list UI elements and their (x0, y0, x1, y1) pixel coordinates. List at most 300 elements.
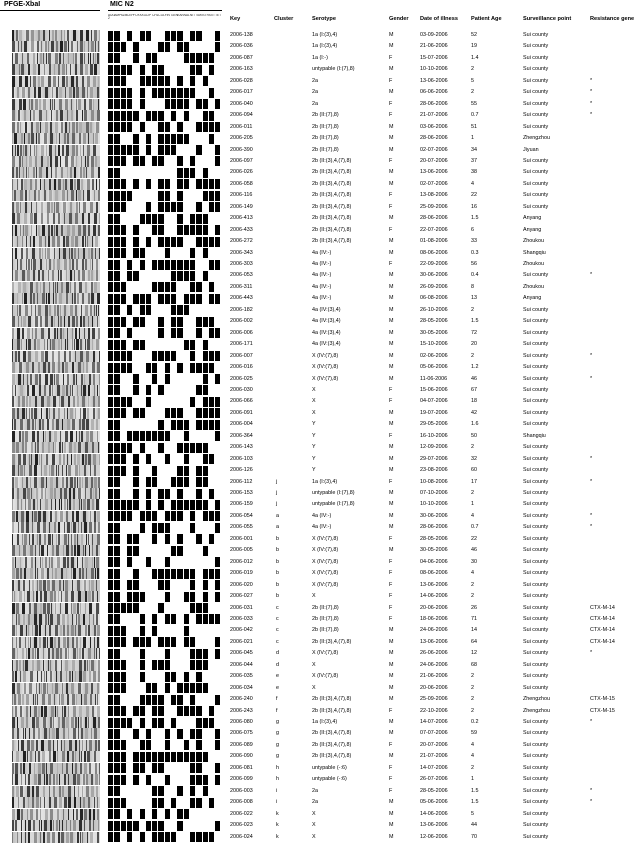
mic-resistant-cell (196, 706, 201, 716)
mic-resistant-cell (108, 191, 113, 201)
mic-resistant-cell (152, 706, 157, 716)
mic-resistant-cell (127, 260, 132, 270)
cell-age: 42 (471, 409, 477, 416)
gel-lane (12, 213, 100, 224)
mic-resistant-cell (140, 592, 145, 602)
mic-resistant-cell (190, 168, 195, 178)
cell-date: 28-06-2006 (420, 215, 448, 222)
cell-date: 30-06-2006 (420, 512, 448, 519)
mic-resistant-cell (165, 569, 170, 579)
mic-resistant-cell (108, 65, 113, 75)
mic-resistant-cell (203, 225, 208, 235)
mic-resistant-cell (215, 431, 220, 441)
gel-lane (12, 351, 100, 362)
mic-resistant-cell (140, 156, 145, 166)
mic-resistant-cell (215, 637, 220, 647)
mic-resistant-cell (209, 706, 214, 716)
mic-resistant-cell (127, 122, 132, 132)
mic-resistant-cell (184, 626, 189, 636)
mic-resistant-cell (165, 260, 170, 270)
mic-resistant-cell (203, 317, 208, 327)
mic-resistant-cell (184, 672, 189, 682)
gel-lane (12, 236, 100, 247)
cell-gender: M (389, 329, 394, 336)
cell-serotype: X (312, 386, 316, 393)
cell-serotype: 2b (II:(3),4,(7),8) (312, 203, 352, 210)
gel-lane (12, 637, 100, 648)
mic-resistant-cell (114, 111, 119, 121)
mic-resistant-cell (203, 99, 208, 109)
gel-lane (12, 568, 100, 579)
gel-lane (12, 591, 100, 602)
mic-resistant-cell (121, 821, 126, 831)
mic-resistant-cell (158, 179, 163, 189)
mic-resistant-cell (177, 752, 182, 762)
cell-cluster: j (276, 490, 278, 496)
mic-resistant-cell (203, 214, 208, 224)
mic-resistant-cell (165, 408, 170, 418)
mic-resistant-cell (114, 546, 119, 556)
cell-gender: M (389, 421, 394, 428)
cell-date: 26-10-2006 (420, 306, 448, 313)
cell-date: 07-10-2006 (420, 490, 448, 496)
mic-resistant-cell (114, 31, 119, 41)
mic-resistant-cell (184, 752, 189, 762)
cell-gender: M (389, 238, 394, 245)
cell-resistance: * (590, 352, 593, 359)
gel-lane (12, 511, 100, 522)
cell-date: 22-09-2006 (420, 261, 448, 267)
mic-resistant-cell (152, 832, 157, 842)
mic-resistant-cell (108, 397, 113, 407)
mic-resistant-cell (114, 191, 119, 201)
mic-resistant-cell (190, 729, 195, 739)
mic-resistant-cell (152, 798, 157, 808)
mic-resistant-cell (196, 649, 201, 659)
mic-resistant-cell (165, 511, 170, 521)
mic-resistant-cell (146, 53, 151, 63)
mic-resistant-cell (114, 225, 119, 235)
mic-resistant-cell (165, 179, 170, 189)
cell-resistance: * (590, 272, 593, 279)
mic-resistant-cell (140, 99, 145, 109)
mic-resistant-cell (158, 145, 163, 155)
cell-resistance: * (590, 799, 593, 806)
mic-resistant-cell (190, 798, 195, 808)
gel-lane (12, 442, 100, 453)
cell-age: 2 (471, 89, 474, 96)
cell-age: 2 (471, 581, 474, 588)
mic-resistant-cell (121, 454, 126, 464)
mic-resistant-cell (171, 614, 176, 624)
mic-resistant-cell (209, 798, 214, 808)
mic-resistant-cell (114, 65, 119, 75)
cell-key: 2006-390 (230, 146, 253, 153)
cell-date: 14-06-2006 (420, 593, 448, 600)
cell-key: 2006-035 (230, 673, 253, 680)
cell-gender: M (389, 249, 394, 256)
mic-resistant-cell (127, 546, 132, 556)
col-age-header: Patient Age (471, 16, 502, 22)
mic-resistant-cell (133, 431, 138, 441)
mic-resistant-cell (158, 763, 163, 773)
mic-resistant-cell (215, 294, 220, 304)
mic-resistant-cell (158, 718, 163, 728)
mic-resistant-cell (114, 718, 119, 728)
mic-resistant-cell (146, 111, 151, 121)
mic-resistant-cell (165, 351, 170, 361)
mic-resistant-cell (133, 821, 138, 831)
gel-lane (12, 694, 100, 705)
cell-surveillance: Sui county (523, 753, 549, 760)
cell-cluster: c (276, 627, 279, 634)
mic-resistant-cell (177, 443, 182, 453)
mic-resistant-cell (121, 145, 126, 155)
mic-resistant-cell (171, 88, 176, 98)
mic-resistant-cell (209, 534, 214, 544)
mic-resistant-cell (127, 603, 132, 613)
cell-cluster: j (276, 478, 278, 485)
cell-key: 2006-025 (230, 375, 253, 382)
gel-lane (12, 580, 100, 591)
mic-resistant-cell (196, 683, 201, 693)
cell-gender: M (389, 467, 394, 474)
cell-gender: F (389, 741, 393, 748)
mic-resistant-cell (171, 832, 176, 842)
mic-resistant-cell (108, 683, 113, 693)
mic-resistant-cell (215, 156, 220, 166)
cell-age: 4 (471, 180, 474, 187)
cell-serotype: 2a (312, 799, 318, 806)
mic-resistant-cell (146, 214, 151, 224)
mic-resistant-cell (114, 534, 119, 544)
cell-key: 2006-003 (230, 787, 253, 794)
cell-resistance: CTX-M-15 (590, 696, 615, 703)
cell-surveillance: Sui county (523, 203, 549, 210)
mic-resistant-cell (114, 214, 119, 224)
cell-key: 2006-443 (230, 295, 253, 302)
cell-surveillance: Sui county (523, 444, 549, 451)
mic-resistant-cell (215, 99, 220, 109)
cell-gender: F (389, 593, 393, 600)
antibiotic-label: CIP (145, 14, 152, 17)
cell-surveillance: Sui county (523, 364, 549, 371)
mic-resistant-cell (215, 649, 220, 659)
cell-cluster: b (276, 581, 279, 588)
mic-resistant-cell (114, 202, 119, 212)
cell-date: 13-08-2006 (420, 192, 448, 199)
cell-key: 2006-012 (230, 558, 253, 565)
cell-cluster: b (276, 570, 279, 577)
cell-gender: M (389, 661, 394, 668)
gel-lane (12, 225, 100, 236)
mic-resistant-cell (114, 179, 119, 189)
cell-key: 2006-034 (230, 684, 253, 691)
gel-lane (12, 110, 100, 121)
mic-resistant-cell (196, 775, 201, 785)
mic-resistant-cell (203, 351, 208, 361)
cell-key: 2006-149 (230, 203, 253, 210)
mic-resistant-cell (190, 660, 195, 670)
mic-resistant-cell (209, 408, 214, 418)
cell-date: 28-06-2006 (420, 524, 448, 531)
mic-resistant-cell (133, 134, 138, 144)
mic-resistant-cell (140, 340, 145, 350)
mic-resistant-cell (127, 431, 132, 441)
mic-resistant-cell (108, 156, 113, 166)
mic-resistant-cell (177, 546, 182, 556)
mic-resistant-cell (133, 145, 138, 155)
mic-resistant-cell (114, 156, 119, 166)
cell-surveillance: Zhengzhou (523, 707, 550, 714)
cell-key: 2006-090 (230, 753, 253, 760)
gel-lane (12, 30, 100, 41)
cell-key: 2006-016 (230, 364, 253, 371)
cell-serotype: 2b (II:(7),8) (312, 146, 339, 153)
mic-resistant-cell (121, 237, 126, 247)
mic-resistant-cell (133, 53, 138, 63)
cell-age: 1.5 (471, 787, 479, 794)
mic-resistant-cell (146, 500, 151, 510)
mic-resistant-cell (158, 294, 163, 304)
mic-resistant-cell (152, 763, 157, 773)
cell-key: 2006-017 (230, 89, 253, 96)
gel-lane (12, 706, 100, 717)
mic-resistant-cell (140, 408, 145, 418)
mic-resistant-cell (165, 832, 170, 842)
mic-resistant-cell (165, 580, 170, 590)
cell-surveillance: Sui county (523, 730, 549, 737)
cell-serotype: X (312, 822, 316, 829)
mic-resistant-cell (196, 99, 201, 109)
mic-resistant-cell (196, 225, 201, 235)
mic-resistant-cell (177, 729, 182, 739)
cell-gender: M (389, 318, 394, 325)
mic-resistant-cell (171, 500, 176, 510)
cell-age: 22 (471, 535, 477, 542)
cell-serotype: 4a (IV:(3),4) (312, 318, 341, 325)
mic-resistant-cell (146, 511, 151, 521)
mic-resistant-cell (152, 752, 157, 762)
cell-surveillance: Sui county (523, 386, 549, 393)
cell-gender: F (389, 432, 393, 439)
gel-lane (12, 76, 100, 87)
col-surveillance-header: Surveillance point (523, 16, 572, 22)
mic-resistant-cell (108, 31, 113, 41)
mic-resistant-cell (108, 99, 113, 109)
mic-resistant-cell (146, 637, 151, 647)
cell-key: 2006-243 (230, 707, 253, 714)
mic-resistant-cell (190, 580, 195, 590)
mic-resistant-cell (158, 328, 163, 338)
mic-resistant-cell (165, 88, 170, 98)
gel-lane (12, 99, 100, 110)
mic-resistant-cell (177, 328, 182, 338)
mic-resistant-cell (158, 431, 163, 441)
mic-resistant-cell (190, 397, 195, 407)
cell-age: 1 (471, 776, 474, 783)
cell-cluster: h (276, 776, 279, 783)
mic-resistant-cell (114, 420, 119, 430)
cell-gender: F (389, 112, 393, 119)
mic-resistant-cell (215, 523, 220, 533)
mic-resistant-cell (171, 145, 176, 155)
cell-key: 2006-031 (230, 604, 253, 611)
mic-resistant-cell (114, 637, 119, 647)
mic-resistant-cell (177, 408, 182, 418)
mic-resistant-cell (190, 443, 195, 453)
antibiotic-label: TET (215, 14, 222, 17)
mic-resistant-cell (177, 477, 182, 487)
gel-lane (12, 671, 100, 682)
antibiotic-label: CHL (152, 14, 159, 17)
cell-date: 20-06-2006 (420, 604, 448, 611)
mic-resistant-cell (171, 569, 176, 579)
cell-serotype: 2b (II:(3),4,(7),8) (312, 638, 352, 645)
cell-gender: M (389, 547, 394, 554)
mic-resistant-cell (190, 500, 195, 510)
cell-gender: F (389, 615, 393, 622)
cell-cluster: g (276, 719, 279, 725)
cell-serotype: 1a (I:(3),4) (312, 478, 338, 485)
mic-resistant-cell (196, 328, 201, 338)
mic-resistant-cell (209, 294, 214, 304)
cell-key: 2006-006 (230, 329, 253, 336)
mic-resistant-cell (165, 122, 170, 132)
mic-resistant-cell (108, 53, 113, 63)
mic-resistant-cell (152, 821, 157, 831)
mic-resistant-cell (114, 557, 119, 567)
mic-resistant-cell (165, 237, 170, 247)
mic-resistant-cell (215, 260, 220, 270)
cell-date: 10-08-2006 (420, 478, 448, 485)
mic-resistant-cell (133, 248, 138, 258)
mic-resistant-cell (108, 580, 113, 590)
mic-resistant-cell (108, 557, 113, 567)
cell-resistance: * (590, 100, 593, 107)
cell-age: 2 (471, 673, 474, 680)
mic-resistant-cell (190, 775, 195, 785)
mic-resistant-cell (184, 271, 189, 281)
cell-serotype: X (312, 684, 316, 691)
gel-lane (12, 202, 100, 213)
mic-resistant-cell (190, 88, 195, 98)
cell-surveillance: Shangqiu (523, 249, 546, 256)
mic-resistant-cell (121, 626, 126, 636)
mic-resistant-cell (127, 443, 132, 453)
mic-resistant-cell (108, 695, 113, 705)
mic-resistant-cell (196, 443, 201, 453)
cell-serotype: 2b (II:(3),4,(7),8) (312, 753, 352, 760)
mic-resistant-cell (165, 294, 170, 304)
mic-resistant-cell (152, 214, 157, 224)
gel-lane (12, 133, 100, 144)
cell-date: 14-06-2006 (420, 810, 448, 817)
mic-resistant-cell (215, 328, 220, 338)
cell-gender: M (389, 306, 394, 313)
mic-resistant-cell (121, 99, 126, 109)
cell-date: 23-08-2006 (420, 467, 448, 474)
mic-resistant-cell (196, 420, 201, 430)
mic-resistant-cell (165, 431, 170, 441)
cell-key: 2006-027 (230, 593, 253, 600)
mic-resistant-cell (158, 443, 163, 453)
mic-resistant-cell (165, 649, 170, 659)
gel-lane (12, 179, 100, 190)
mic-resistant-cell (121, 511, 126, 521)
mic-resistant-cell (114, 592, 119, 602)
mic-resistant-cell (114, 729, 119, 739)
cell-surveillance: Sui county (523, 272, 549, 279)
mic-resistant-cell (152, 511, 157, 521)
mic-resistant-cell (177, 76, 182, 86)
cell-key: 2006-364 (230, 432, 253, 439)
mic-resistant-cell (114, 260, 119, 270)
mic-resistant-cell (158, 214, 163, 224)
cell-surveillance: Anyang (523, 215, 542, 222)
antibiotic-label: AXO (139, 14, 147, 17)
antibiotic-label: AUG2 (108, 14, 115, 21)
cell-date: 21-07-2006 (420, 753, 448, 760)
cell-cluster: g (276, 730, 279, 737)
mic-resistant-cell (152, 695, 157, 705)
mic-resistant-cell (203, 546, 208, 556)
mic-resistant-cell (127, 328, 132, 338)
mic-resistant-cell (127, 191, 132, 201)
mic-resistant-cell (146, 557, 151, 567)
cell-age: 12 (471, 650, 477, 657)
mic-resistant-cell (127, 351, 132, 361)
cell-surveillance: Sui county (523, 741, 549, 748)
cell-key: 2006-001 (230, 535, 253, 542)
mic-resistant-cell (108, 317, 113, 327)
mic-resistant-cell (133, 706, 138, 716)
mic-resistant-cell (140, 614, 145, 624)
mic-resistant-cell (209, 351, 214, 361)
cell-key: 2006-011 (230, 123, 253, 130)
mic-resistant-cell (190, 752, 195, 762)
mic-resistant-cell (146, 179, 151, 189)
mic-resistant-cell (114, 408, 119, 418)
mic-resistant-cell (114, 832, 119, 842)
cell-date: 22-07-2006 (420, 226, 448, 233)
mic-resistant-cell (196, 466, 201, 476)
mic-resistant-cell (165, 134, 170, 144)
mic-resistant-cell (196, 477, 201, 487)
gel-lane (12, 751, 100, 762)
cell-surveillance: Sui county (523, 123, 549, 130)
cell-age: 32 (471, 455, 477, 462)
mic-resistant-cell (152, 53, 157, 63)
cell-gender: F (389, 776, 393, 783)
mic-resistant-cell (121, 248, 126, 258)
cell-surveillance: Sui county (523, 547, 549, 554)
mic-resistant-cell (203, 683, 208, 693)
cell-age: 44 (471, 822, 477, 829)
mic-resistant-cell (165, 523, 170, 533)
cell-date: 25-09-2006 (420, 696, 448, 703)
mic-resistant-cell (108, 294, 113, 304)
mic-resistant-cell (203, 603, 208, 613)
mic-resistant-cell (215, 729, 220, 739)
mic-resistant-cell (196, 603, 201, 613)
mic-resistant-cell (108, 477, 113, 487)
cell-surveillance: Sui county (523, 318, 549, 325)
mic-resistant-cell (165, 775, 170, 785)
cell-surveillance: Sui county (523, 776, 549, 783)
cell-serotype: X (IV:(7),8) (312, 352, 339, 359)
mic-resistant-cell (215, 237, 220, 247)
